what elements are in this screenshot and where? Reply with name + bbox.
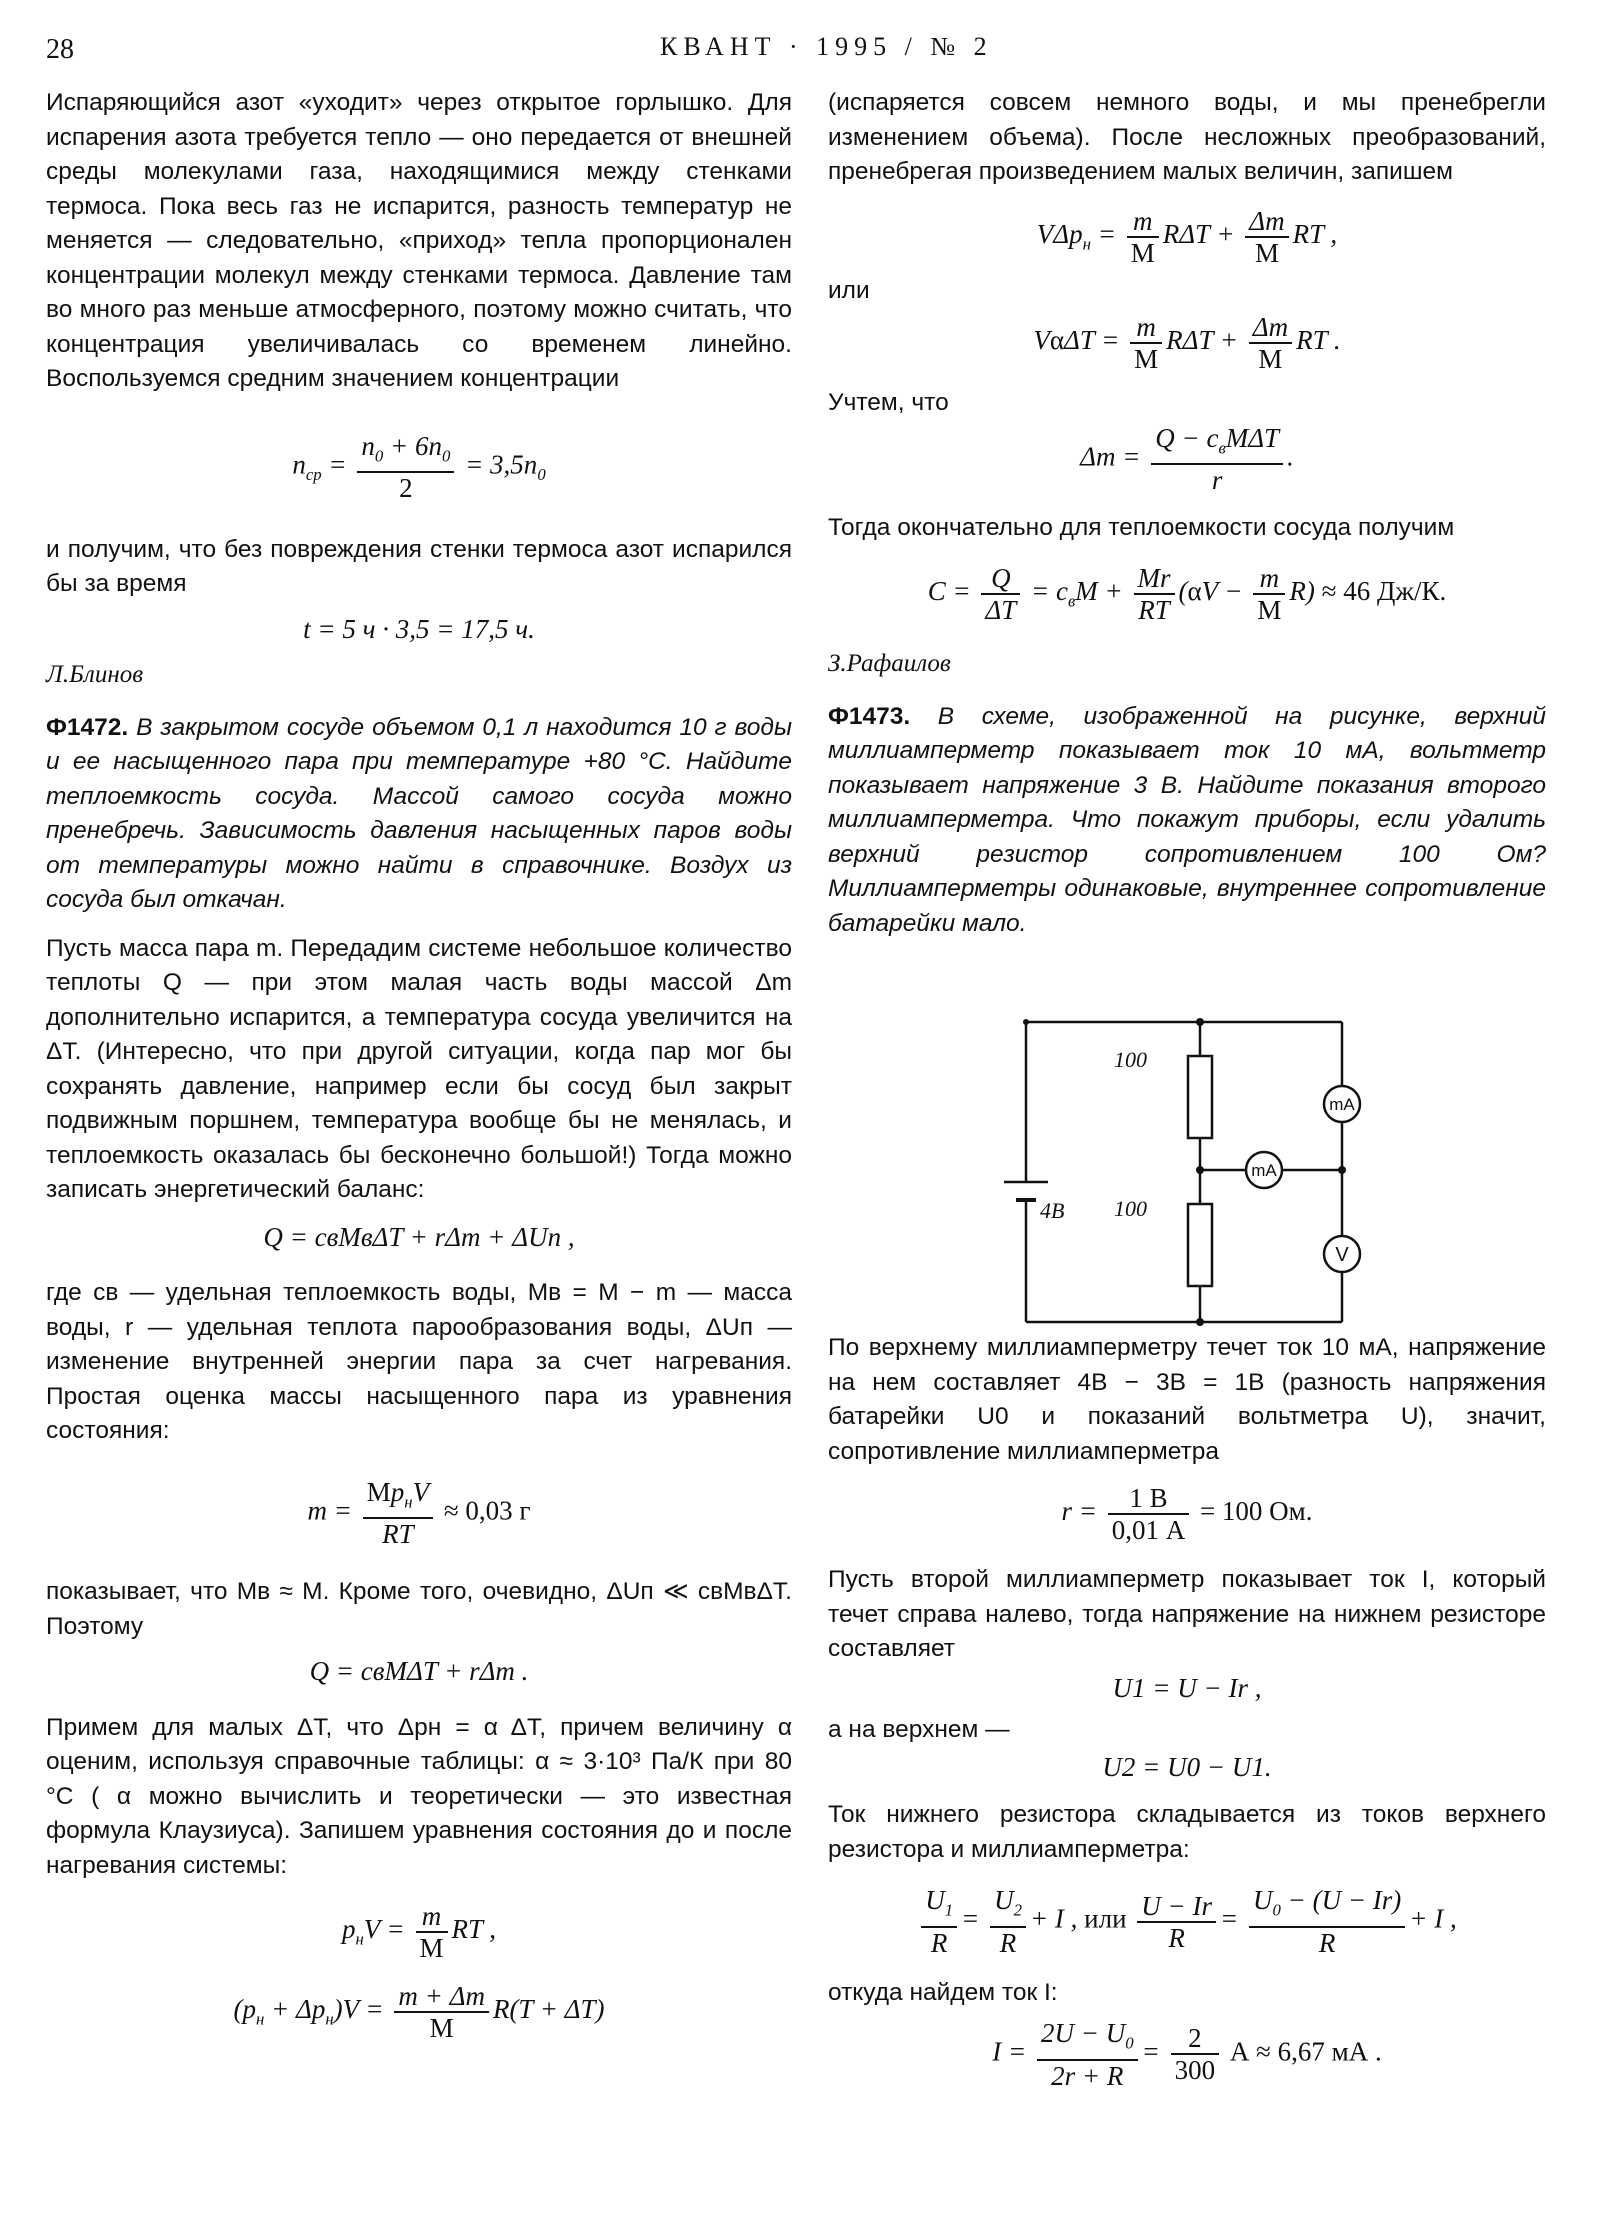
journal-title: КВАНТ · 1995 / № 2 [660, 32, 993, 61]
label-voltmeter: V [1335, 1244, 1349, 1266]
label-r-top: 100 [1114, 1047, 1147, 1072]
equation-c: C = $\frac{Q}{\Delta T}$ = $c_вM$ + $\frac{Mr}{RT}$ (αV − $\frac{m}{M}$ R) ≈ 46 Дж/К. [927, 563, 1447, 626]
paragraph: Тогда окончательно для теплоемкости сосуда получим [828, 513, 1455, 541]
paragraph: (испаряется совсем немного воды, и мы пренебрегли изменением объема). После несложных преобразований, пренебрегая произведением малых величин, запишем [828, 89, 1546, 185]
problem-statement: Ф1473. В схеме, изображенной на рисунке, верхний миллиамперметр показывает ток 10 мА, вольтметр показывает напряжение 3 В. Найдите показания второго миллиамперметра. Что покажут приборы, если удалить верхний резистор сопротивлением 100 Ом? Миллиамперметры одинаковые, внутреннее сопротивление батарейки мало. [828, 702, 1546, 937]
label-ma-top: mA [1329, 1095, 1355, 1114]
resistor-bottom [1188, 1204, 1212, 1286]
equation-v-dp: VΔp$_н$ = $\frac{m}{M}$ RΔT + $\frac{\Delta m}{M}$ RT , [1036, 205, 1338, 268]
equation-u2: U2 = U0 − U1. [1102, 1751, 1272, 1782]
problem-statement: Ф1472. В закрытом сосуде объемом 0,1 л находится 10 г воды и ее насыщенного пара при температуре +80 °C. Найдите теплоемкость сосуда. Массой самого сосуда можно пренебречь. Зависимость давления насыщенных паров воды от температуры можно найти в справочнике. Воздух из сосуда был откачан. [46, 713, 792, 914]
circuit-diagram [990, 1010, 1390, 1330]
page-number: 28 [46, 34, 74, 65]
corner-dot [1023, 1019, 1029, 1025]
paragraph: а на верхнем — [828, 1716, 1010, 1744]
author-signature: З.Рафаилов [828, 650, 951, 678]
paragraph: Примем для малых ΔT, что Δpн = α ΔT, причем величину α оценим, используя справочные таблицы: α ≈ 3·10³ Па/К при 80 °C ( α можно вычислить и теоретически — это известная формула Клаузиуса). Запишем уравнения состояния до и после нагревания системы: [46, 1713, 792, 1879]
junction-dot [1196, 1166, 1204, 1174]
label-r-bottom: 100 [1114, 1196, 1147, 1221]
page-header [0, 28, 1600, 68]
label-ma-mid: mA [1251, 1161, 1277, 1180]
junction-dot [1196, 1318, 1204, 1326]
paragraph: Пусть масса пара m. Передадим системе небольшое количество теплоты Q — при этом малая часть воды массой Δm дополнительно испарится, а температура сосуда увеличится на ΔT. (Интересно, что при другой ситуации, когда пар мог бы сохранять давление, например если бы сосуд был закрыт подвижным поршнем, температура вообще бы не менялась, и теплоемкость оказалась бы бесконечно большой!) Тогда можно записать энергетический баланс: [46, 934, 792, 1204]
paragraph: Испаряющийся азот «уходит» через открытое горлышко. Для испарения азота требуется тепло — оно передается от внешней среды молекулами газа, находящимися между стенками термоса. Пока весь газ не испарится, разность температур не меняется — следовательно, «приход» тепла пропорционален концентрации молекул между стенками термоса. Давление там во много раз меньше атмосферного, поэтому можно считать, что концентрация увеличивалась со временем линейно. Воспользуемся средним значением концентрации [46, 89, 792, 392]
problem-id: Ф1473. [828, 702, 911, 730]
paragraph: и получим, что без повреждения стенки термоса азот испарился бы за время [46, 535, 792, 598]
equation-energy-balance: Q = cвMвΔT + rΔm + ΔUп , [263, 1221, 575, 1252]
label-battery: 4B [1040, 1198, 1065, 1223]
equation-currents: $\frac{U_1}{R}$ = $\frac{U_2}{R}$ + I , или $\frac{U - Ir}{R}$ = $\frac{U_0 - (U - Ir)}{R}$ + I , [828, 1885, 1546, 1957]
equation-u1: U1 = U − Ir , [1112, 1672, 1262, 1703]
equation-state-after: $(p_н + \Delta p_н)V$ = $\frac{m + \Delta m}{M}$ R(T + ΔT) [233, 1981, 605, 2044]
paragraph: Пусть второй миллиамперметр показывает ток I, который течет справа налево, тогда напряжение на нижнем резисторе составляет [828, 1566, 1546, 1663]
paragraph: Ток нижнего резистора складывается из токов верхнего резистора и миллиамперметра: [828, 1801, 1546, 1863]
paragraph: где cв — удельная теплоемкость воды, Mв = M − m — масса воды, r — удельная теплота парообразования воды, ΔUп — изменение внутренней энергии пара за счет нагревания. Простая оценка массы насыщенного пара из уравнения состояния: [46, 1279, 792, 1445]
equation-n-avg: $n_{ср}$ = $\frac{n_0 + 6n_0}{2}$ = $3,5n_0$ [292, 430, 546, 503]
problem-id: Ф1472. [46, 713, 129, 741]
paragraph: Учтем, что [828, 389, 949, 416]
equation-state-before: $p_нV$ = $\frac{m}{M}$ RT , [341, 1901, 497, 1964]
left-column [46, 86, 792, 2043]
paragraph: откуда найдем ток I: [828, 1978, 1058, 2006]
paragraph-or: или [828, 276, 870, 304]
equation-r: r = $\frac{1 В}{0,01 А}$ = 100 Ом. [1061, 1483, 1313, 1546]
equation-q: Q = cвMΔT + rΔm . [309, 1656, 529, 1687]
paragraph: показывает, что Mв ≈ M. Кроме того, очевидно, ΔUп ≪ cвMвΔT. Поэтому [46, 1578, 792, 1640]
junction-dot [1338, 1166, 1346, 1174]
equation-mass: m = $\frac{Mp_нV}{RT}$ ≈ 0,03 г [307, 1476, 531, 1550]
junction-dot [1196, 1018, 1204, 1026]
author-signature: Л.Блинов [46, 661, 144, 689]
equation-dm: Δm = $\frac{Q - c_вM\Delta T}{r}$ . [1080, 422, 1294, 495]
equation-i: I = $\frac{2U - U_0}{2r + R}$ = $\frac{2}{300}$ А ≈ 6,67 мА . [992, 2018, 1382, 2091]
paragraph: По верхнему миллиамперметру течет ток 10 мА, напряжение на нем составляет 4В − 3В = 1В (разность напряжения батарейки U0 и показаний вольтметра U), значит, сопротивление миллиамперметра [828, 1334, 1546, 1465]
resistor-top [1188, 1056, 1212, 1138]
equation-t: t = 5 ч · 3,5 = 17,5 ч. [303, 613, 535, 644]
equation-v-alpha: VαΔT = $\frac{m}{M}$ RΔT + $\frac{\Delta m}{M}$ RT . [1033, 312, 1341, 374]
